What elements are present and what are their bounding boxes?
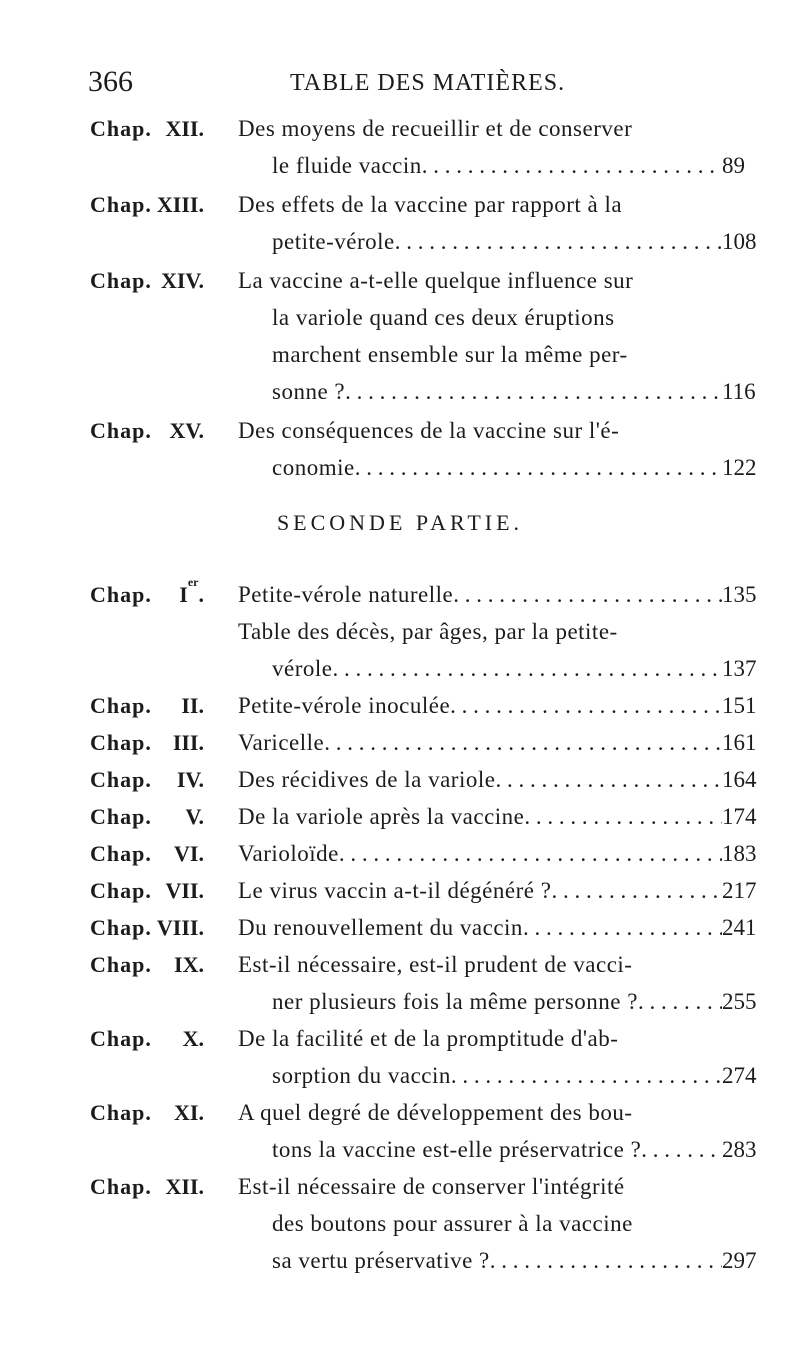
dot-leader	[332, 652, 722, 689]
chapter-number: II.	[181, 693, 204, 718]
chapter-label: Chap.	[90, 418, 152, 443]
dot-leader	[641, 1133, 722, 1170]
dot-leader	[395, 225, 722, 262]
chapter-title	[238, 112, 722, 186]
chapter-label: Chap.	[90, 804, 152, 829]
chapter-title	[238, 615, 722, 689]
chapter-title	[238, 948, 722, 1022]
page-reference: 164	[722, 767, 757, 792]
running-title: TABLE DES MATIÈRES.	[290, 70, 566, 96]
chapter-title	[238, 763, 722, 800]
chapter-title	[238, 726, 722, 763]
page-reference: 183	[722, 841, 757, 866]
dot-leader	[551, 874, 722, 911]
chapter-title-text: sorption du vaccin	[272, 1063, 451, 1088]
chapter-title-line	[238, 763, 722, 800]
page-reference: 174	[722, 804, 757, 829]
chapter-title	[238, 800, 722, 837]
chapter-title-line: marchent ensemble sur la même per-	[272, 342, 628, 367]
chapter-title	[238, 414, 722, 488]
chapter-number: XIII.	[156, 192, 204, 217]
chapter-title-line	[238, 874, 722, 911]
dot-leader	[451, 1059, 722, 1096]
chapter-title-line	[238, 578, 722, 615]
dot-leader	[339, 837, 722, 874]
chapter-label: Chap.	[90, 952, 152, 977]
chapter-label: Chap.	[90, 693, 152, 718]
chapter-number: VI.	[174, 841, 204, 866]
chapter-number: III.	[172, 730, 204, 755]
chapter-title-line: la variole quand ces deux éruptions	[272, 305, 615, 330]
chapter-label: Chap.	[90, 192, 152, 217]
chapter-number: XI.	[174, 1100, 204, 1125]
dot-leader	[324, 726, 722, 763]
chapter-label: Chap.	[90, 268, 152, 293]
chapter-title-text: sa vertu préservative ?	[272, 1248, 490, 1273]
chapter-title	[238, 689, 722, 726]
chapter-title	[238, 1170, 722, 1281]
chapter-title-line	[272, 1244, 722, 1281]
page-number: 366	[88, 65, 133, 98]
chapter-number: XII.	[165, 1174, 204, 1199]
chapter-label: Chap.	[90, 915, 152, 940]
page-reference: 255	[722, 989, 757, 1014]
chapter-title-line: Des moyens de recueillir et de conserver	[238, 116, 633, 141]
chapter-title-line: De la facilité et de la promptitude d'ab-	[238, 1026, 619, 1051]
chapter-number: IV.	[176, 767, 204, 792]
dot-leader	[495, 763, 722, 800]
chapter-title-text: tons la vaccine est-elle préservatrice ?	[272, 1137, 642, 1162]
chapter-title	[238, 911, 722, 948]
chapter-title-line: Table des décès, par âges, par la petite-	[238, 619, 618, 644]
chapter-title-text: De la variole après la vaccine	[238, 804, 525, 829]
chapter-title	[238, 874, 722, 911]
dot-leader	[450, 689, 722, 726]
chapter-title-text: le fluide vaccin	[272, 153, 422, 178]
chapter-number: IX.	[174, 952, 204, 977]
chapter-title-text: Des récidives de la variole	[238, 767, 496, 792]
page-reference: 297	[722, 1248, 757, 1273]
chapter-title-line: des boutons pour assurer à la vaccine	[272, 1211, 633, 1236]
page-reference: 135	[722, 582, 757, 607]
chapter-label: Chap.	[90, 116, 152, 141]
dot-leader	[523, 911, 722, 948]
chapter-number: VII.	[165, 878, 204, 903]
chapter-label: Chap.	[90, 1026, 152, 1051]
chapter-label: Chap.	[90, 582, 152, 607]
dot-leader	[638, 985, 722, 1022]
chapter-title-line	[272, 985, 722, 1022]
page-reference: 241	[722, 915, 757, 940]
chapter-label: Chap.	[90, 767, 152, 792]
chapter-title-line	[238, 800, 722, 837]
chapter-title-text: sonne ?	[272, 379, 346, 404]
page-reference: 137	[722, 656, 757, 681]
chapter-number: VIII.	[156, 915, 204, 940]
chapter-title-text: Varioloïde	[238, 841, 339, 866]
chapter-title-text: conomie	[272, 455, 355, 480]
page-reference: 122	[722, 455, 757, 480]
chapter-title-text: Du renouvellement du vaccin	[238, 915, 523, 940]
chapter-number: X.	[182, 1026, 204, 1051]
chapter-number: Ier.	[179, 575, 204, 607]
dot-leader	[524, 800, 722, 837]
chapter-title-line: Des effets de la vaccine par rapport à la	[238, 192, 623, 217]
chapter-title	[238, 264, 722, 412]
chapter-title-line: Est-il nécessaire, est-il prudent de vacci-	[238, 952, 633, 977]
page-reference: 89	[722, 153, 745, 178]
page-reference: 116	[722, 379, 756, 404]
chapter-title-text: Petite-vérole naturelle	[238, 582, 454, 607]
page-reference: 283	[722, 1137, 757, 1162]
chapter-title	[238, 188, 722, 262]
chapter-title-line	[238, 726, 722, 763]
page-reference: 217	[722, 878, 757, 903]
chapter-label: Chap.	[90, 730, 152, 755]
dot-leader	[422, 149, 722, 186]
chapter-number: XV.	[169, 418, 204, 443]
chapter-number: XIV.	[160, 268, 204, 293]
chapter-title-line	[238, 837, 722, 874]
chapter-label: Chap.	[90, 841, 152, 866]
chapter-title-line: Est-il nécessaire de conserver l'intégrité	[238, 1174, 625, 1199]
chapter-title-line	[238, 689, 722, 726]
chapter-title-text: Varicelle	[238, 730, 325, 755]
chapter-title-line	[272, 1133, 722, 1170]
page-reference: 151	[722, 693, 757, 718]
page-reference: 161	[722, 730, 757, 755]
dot-leader	[345, 375, 722, 412]
chapter-label: Chap.	[90, 1174, 152, 1199]
chapter-title	[238, 837, 722, 874]
chapter-title	[238, 1022, 722, 1096]
chapter-title-line: A quel degré de développement des bou-	[238, 1100, 633, 1125]
chapter-number: XII.	[165, 116, 204, 141]
chapter-title-line	[272, 375, 722, 412]
chapter-label: Chap.	[90, 1100, 152, 1125]
chapter-title-line	[272, 149, 722, 186]
chapter-title-line: La vaccine a-t-elle quelque influence sur	[238, 268, 634, 293]
chapter-title-line	[272, 652, 722, 689]
page-reference: 274	[722, 1063, 757, 1088]
chapter-title-line: Des conséquences de la vaccine sur l'é-	[238, 418, 620, 443]
chapter-title-text: Petite-vérole inoculée	[238, 693, 451, 718]
chapter-title-text: ner plusieurs fois la même personne ?	[272, 989, 638, 1014]
section-heading: SECONDE PARTIE.	[276, 510, 524, 535]
dot-leader	[490, 1244, 722, 1281]
chapter-title-line	[272, 1059, 722, 1096]
dot-leader	[355, 451, 722, 488]
chapter-title	[238, 1096, 722, 1170]
chapter-label: Chap.	[90, 878, 152, 903]
chapter-title	[238, 578, 722, 615]
chapter-number: V.	[185, 804, 204, 829]
chapter-title-line	[238, 911, 722, 948]
chapter-title-line	[272, 451, 722, 488]
chapter-title-text: vérole	[272, 656, 333, 681]
chapter-title-line	[272, 225, 722, 262]
page-reference: 108	[722, 229, 757, 254]
dot-leader	[453, 578, 722, 615]
chapter-title-text: petite-vérole	[272, 229, 395, 254]
chapter-title-text: Le virus vaccin a-t-il dégénéré ?	[238, 878, 552, 903]
